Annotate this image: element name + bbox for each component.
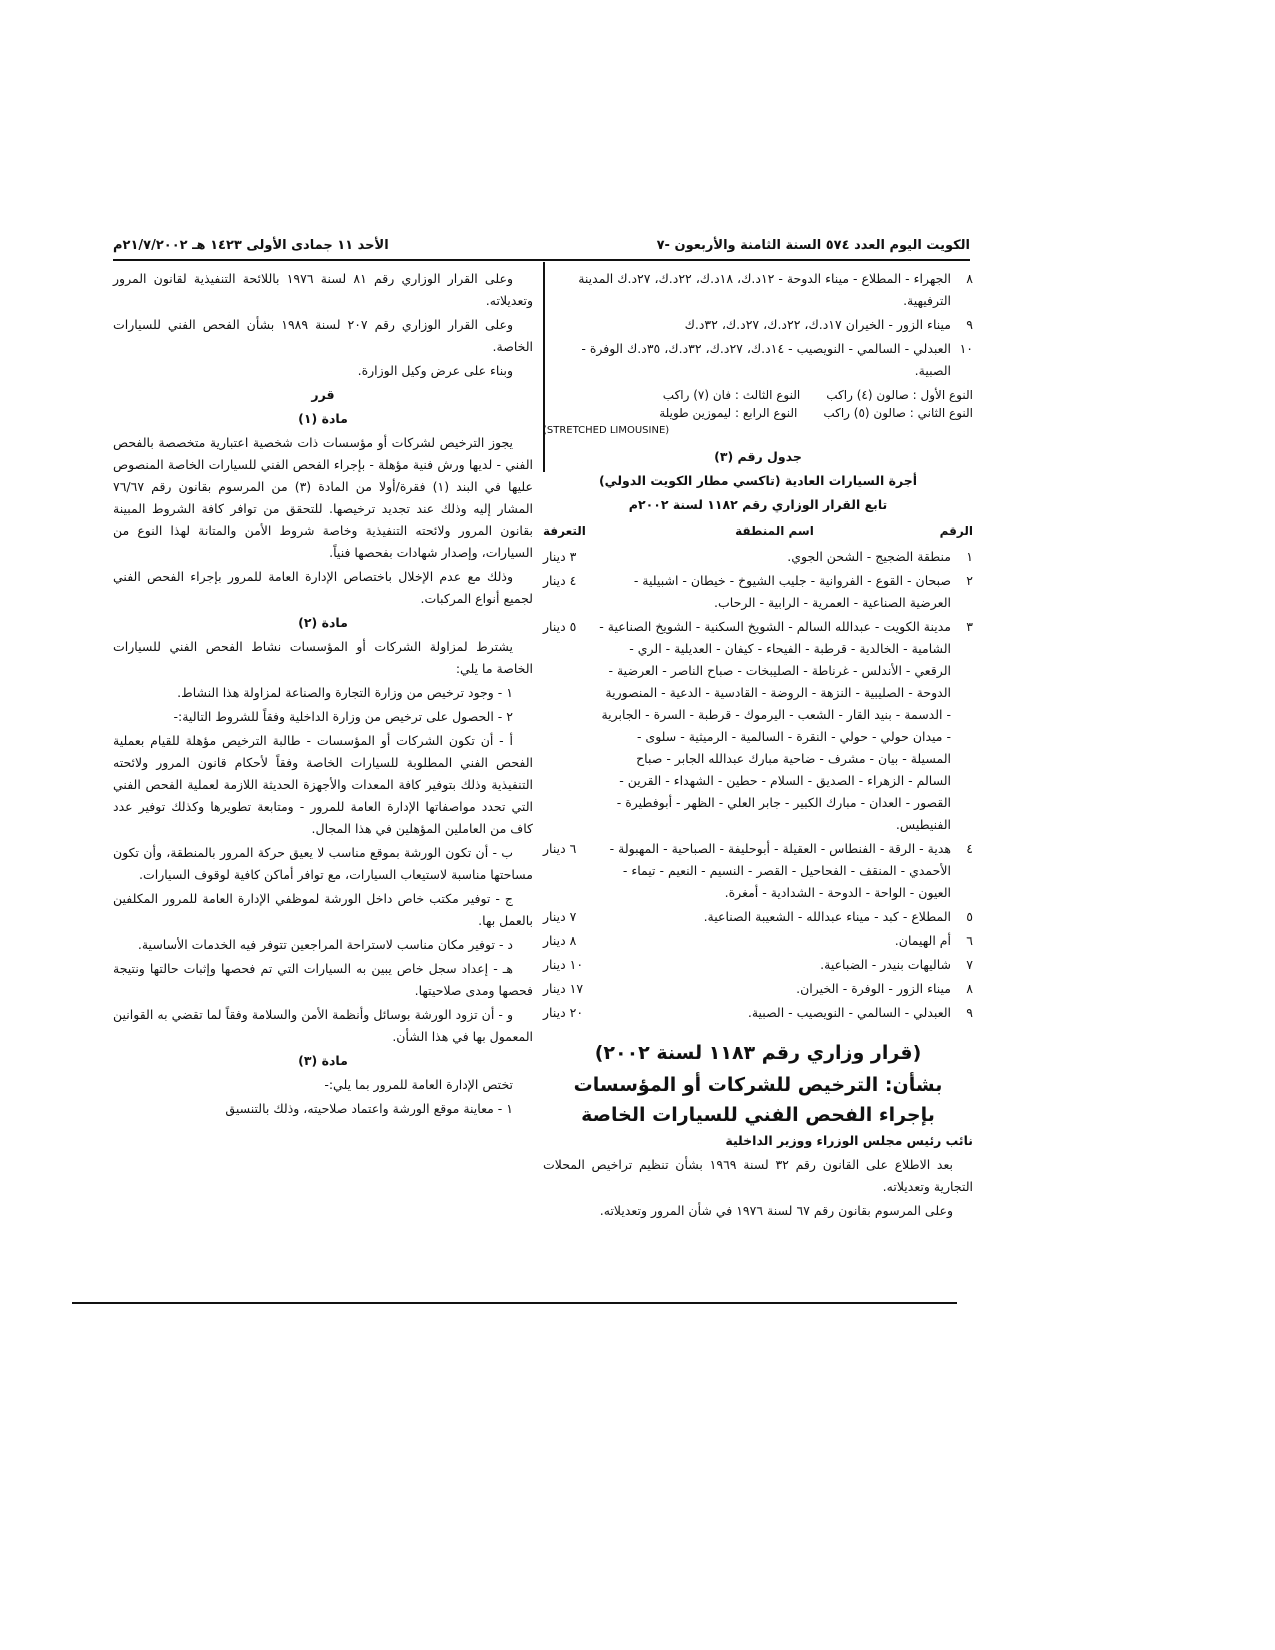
preamble-3: وعلى القرار الوزاري رقم ٨١ لسنة ١٩٧٦ باللائحة التنفيذية لقانون المرور وتعديلاته. — [113, 271, 533, 308]
preamble-2: وعلى المرسوم بقانون رقم ٦٧ لسنة ١٩٧٦ في شأن المرور وتعديلاته. — [599, 1203, 953, 1218]
article-2-title: مادة (٢) — [298, 615, 348, 630]
table-header: الرقم اسم المنطقة التعرفة — [543, 524, 973, 538]
article-2-item-a: أ - أن تكون الشركات أو المؤسسات - طالبة الترخيص مؤهلة للقيام بعملية الفحص الفني المطلوبة للسيارات الخاصة وفقاً لأحكام قانون المرور ولائحته التنفيذية وذلك بتوفير كافة المعدات والأجهزة الحديثة اللازمة لعملية الفحص الفني التي تحدد مواصفاتها الإدارة العامة للمرور - ومتابعة تطويرها وكذلك توفير عدد كاف من العاملين المؤهلين في هذا المجال. — [113, 733, 533, 836]
article-1-text-2: وذلك مع عدم الإخلال باختصاص الإدارة العامة للمرور بإجراء الفحص الفني لجميع أنواع المركبات. — [113, 569, 533, 606]
header-issue-info: الكويت اليوم العدد ٥٧٤ السنة الثامنة والأربعون -٧ — [656, 238, 970, 253]
preamble-5: وبناء على عرض وكيل الوزارة. — [357, 363, 513, 378]
article-2-item-c: ج - توفير مكتب خاص داخل الورشة لموظفي الإدارة العامة للمرور المكلفين بالعمل بها. — [113, 891, 533, 928]
decided-heading: قرر — [311, 387, 335, 402]
right-column — [543, 268, 973, 1224]
decree-subject: بشأن: الترخيص للشركات أو المؤسسات بإجراء الفحص الفني للسيارات الخاصة — [573, 1074, 943, 1126]
issuer: نائب رئيس مجلس الوزراء ووزير الداخلية — [725, 1133, 973, 1148]
type-1: النوع الأول : صالون (٤) راكب — [826, 388, 973, 402]
preamble-4: وعلى القرار الوزاري رقم ٢٠٧ لسنة ١٩٨٩ بشأن الفحص الفني للسيارات الخاصة. — [113, 317, 533, 354]
table-row: ٣ مدينة الكويت - عبدالله السالم - الشويخ السكنية - الشويخ الصناعية - الشامية - الخالدية - قرطبة - الفيحاء - كيفان - العديلية - الري - الرقعي - الأندلس - غرناطة - الصليبخات - صباح الناصر - العرضية - الدوحة - الصليبية - النزهة - الروضة - القادسية - الدعية - المنصورية - الدسمة - بنيد القار - الشعب - اليرموك - قرطبة - السرة - الجابرية - ميدان حولي - حولي - النقرة - السالمية - الرميثية - سلوى - المسيلة - بيان - مشرف - ضاحية مبارك عبدالله الجابر - صباح السالم - الزهراء - الصديق - السلام - حطين - الشهداء - القرين - القصور - العدان - مبارك الكبير - جابر العلي - الظهر - أبوفطيرة - الفنيطيس. ٥ دينار — [543, 619, 973, 832]
table-subtitle-2: تابع القرار الوزاري رقم ١١٨٢ لسنة ٢٠٠٢م — [628, 497, 888, 512]
preamble-1: بعد الاطلاع على القانون رقم ٣٢ لسنة ١٩٦٩ بشأن تنظيم تراخيص المحلات التجارية وتعديلاته. — [543, 1157, 973, 1194]
decree-title: (قرار وزاري رقم ١١٨٣ لسنة ٢٠٠٢) — [594, 1042, 922, 1064]
route-row: ٨ الجهراء - المطلاع - ميناء الدوحة - ١٢د.ك، ١٨د.ك، ٢٢د.ك، ٢٧د.ك المدينة الترفيهية. — [578, 271, 973, 308]
article-3-item-1: ١ - معاينة موقع الورشة واعتماد صلاحيته، وذلك بالتنسيق — [225, 1101, 513, 1116]
table-row: ٥ المطلاع - كبد - ميناء عبدالله - الشعيبة الصناعية. ٧ دينار — [543, 909, 973, 924]
article-1-text: يجوز الترخيص لشركات أو مؤسسات ذات شخصية اعتبارية متخصصة بالفحص الفني - لديها ورش فنية مؤهلة - بإجراء الفحص الفني للسيارات الخاصة المنصوص عليها في البند (١) فقرة/أولا من المادة (٣) من المرسوم بقانون رقم ٧٦/٦٧ المشار إليه وذلك عند تجديد ترخيصها. للتحقق من توافر كافة الشروط المبينة بقانون المرور ولائحته التنفيذية وخاصة شروط الأمن والمتانة لهذا النوع من السيارات، وإصدار شهادات بفحصها فنياً. — [113, 435, 533, 560]
table-subtitle: أجرة السيارات العادية (تاكسي مطار الكويت الدولي) — [598, 473, 918, 488]
type-4-english: (STRETCHED LIMOUSINE) — [543, 425, 670, 436]
footer-rule — [72, 1302, 957, 1304]
type-3: النوع الثالث : فان (٧) راكب — [662, 388, 801, 402]
article-1-title: مادة (١) — [298, 411, 348, 426]
article-2-item-d: د - توفير مكان مناسب لاستراحة المراجعين تتوفر فيه الخدمات الأساسية. — [137, 937, 513, 952]
route-row: ١٠ العبدلي - السالمي - النويصيب - ١٤د.ك، ٢٧د.ك، ٣٢د.ك، ٣٥د.ك الوفرة - الصبية. — [581, 341, 973, 378]
route-row: ٩ ميناء الزور - الخيران ١٧د.ك، ٢٢د.ك، ٢٧د.ك، ٣٢د.ك — [684, 317, 973, 332]
type-2: النوع الثاني : صالون (٥) راكب — [823, 406, 973, 420]
article-2-item-b: ب - أن تكون الورشة بموقع مناسب لا يعيق حركة المرور بالمنطقة، وأن تكون مساحتها مناسبة لاستيعاب السيارات، مع توافر أماكن كافية لوقوف السيارات. — [113, 845, 533, 882]
table-row: ٦ أم الهيمان. ٨ دينار — [543, 933, 973, 948]
table-row: ٩ العبدلي - السالمي - النويصيب - الصبية. ٢٠ دينار — [543, 1005, 973, 1020]
article-2-item-f: و - أن تزود الورشة بوسائل وأنظمة الأمن والسلامة وفقاً لما تقضي به القوانين المعمول بها في هذا الشأن. — [113, 1007, 533, 1044]
article-2-item-1: ١ - وجود ترخيص من وزارة التجارة والصناعة لمزاولة هذا النشاط. — [177, 685, 513, 700]
table-row: ٢ صبحان - القوع - الفروانية - جليب الشيوخ - خيطان - اشبيلية - العرضية الصناعية - العمرية - الرابية - الرحاب. ٤ دينار — [543, 573, 973, 610]
header-date: الأحد ١١ جمادى الأولى ١٤٢٣ هـ ٢١/٧/٢٠٠٢م — [113, 238, 389, 253]
article-2-item-2: ٢ - الحصول على ترخيص من وزارة الداخلية وفقاً للشروط التالية:- — [173, 709, 513, 724]
article-3-intro: تختص الإدارة العامة للمرور بما يلي:- — [324, 1077, 513, 1092]
table-row: ٧ شاليهات بنيدر - الضباعية. ١٠ دينار — [543, 957, 973, 972]
header-rule — [113, 259, 970, 261]
type-4: النوع الرابع : ليموزين طويلة — [659, 406, 798, 420]
article-2-item-e: هـ - إعداد سجل خاص يبين به السيارات التي تم فحصها وإثبات حالتها ونتيجة فحصها ومدى صلاحيتها. — [113, 961, 533, 998]
article-2-intro: يشترط لمزاولة الشركات أو المؤسسات نشاط الفحص الفني للسيارات الخاصة ما يلي: — [113, 639, 533, 676]
vehicle-types — [543, 386, 973, 440]
left-column — [113, 268, 533, 1122]
table-row: ١ منطقة الضجيج - الشحن الجوي. ٣ دينار — [543, 549, 973, 564]
table-row: ٤ هدية - الرقة - الفنطاس - العقيلة - أبوحليفة - الصباحية - المهبولة - الأحمدي - المنقف - الفحاحيل - القصر - النسيم - النعيم - تيماء - العيون - الواحة - الدوحة - الشدادية - أمغرة. ٦ دينار — [543, 841, 973, 900]
article-3-title: مادة (٣) — [298, 1053, 348, 1068]
table-row: ٨ ميناء الزور - الوفرة - الخيران. ١٧ دينار — [543, 981, 973, 996]
table-title: جدول رقم (٣) — [714, 449, 802, 464]
page-header — [113, 238, 970, 260]
